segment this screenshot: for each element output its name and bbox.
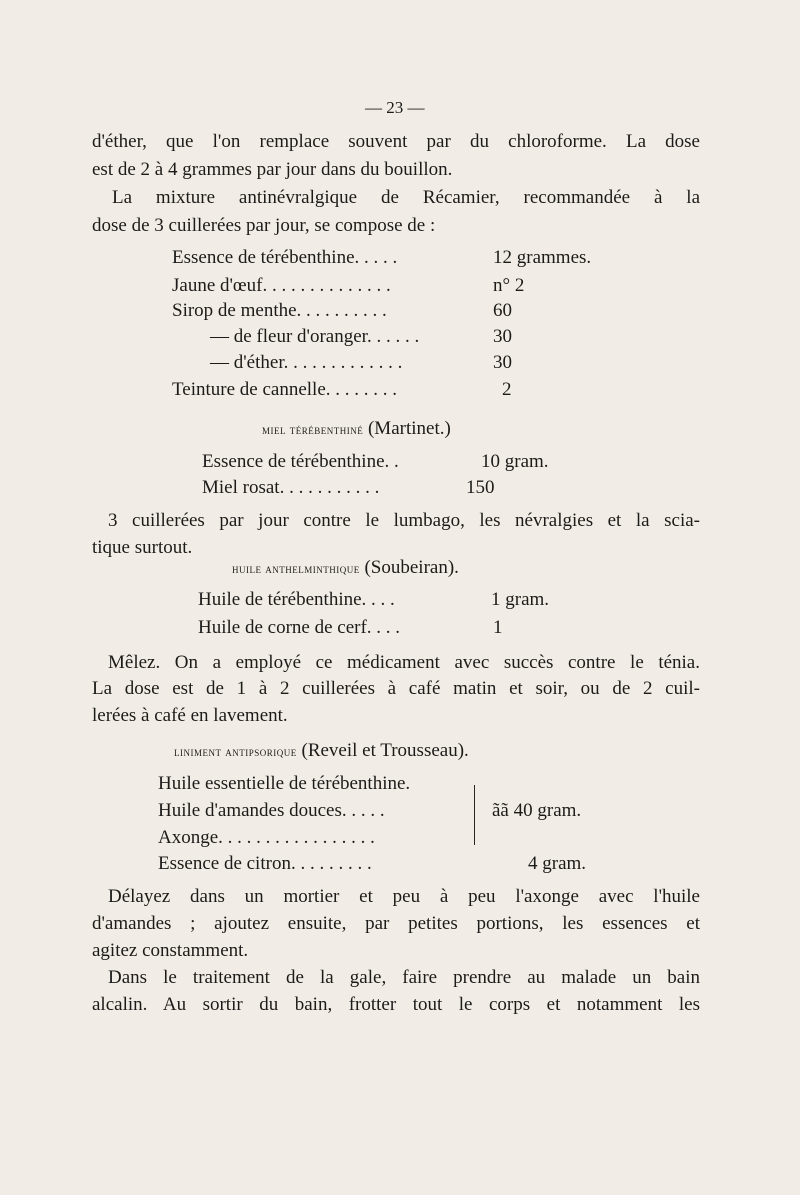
recipe-item: Essence de térébenthine. . — [202, 451, 399, 472]
body-line: La dose est de 1 à 2 cuillerées à café matin et soir, ou de 2 cuil- — [92, 678, 700, 699]
recipe-qty: n° 2 — [493, 275, 525, 296]
body-line: Mêlez. On a employé ce médicament avec succès contre le ténia. — [108, 652, 700, 673]
body-line: dose de 3 cuillerées par jour, se compose de : — [92, 215, 436, 236]
recipe-qty: 1 gram. — [491, 589, 550, 610]
recipe-qty: 12 grammes. — [493, 247, 592, 268]
section-title — [262, 418, 451, 440]
section-title — [174, 740, 469, 762]
recipe-qty: 30 — [493, 352, 512, 373]
body-line: Délayez dans un mortier et peu à peu l'axonge avec l'huile — [108, 886, 700, 907]
recipe-item: Huile de térébenthine. . . . — [198, 589, 395, 610]
recipe-qty: 150 — [466, 477, 495, 498]
recipe-item: Teinture de cannelle. . . . . . . . — [172, 379, 398, 400]
body-line: d'éther, que l'on remplace souvent par du chloroforme. La dose — [92, 131, 700, 152]
section-title-name: miel térébenthiné — [262, 422, 364, 437]
body-line: tique surtout. — [92, 537, 193, 558]
recipe-qty: 30 — [493, 326, 512, 347]
body-line: est de 2 à 4 grammes par jour dans du bouillon. — [92, 159, 453, 180]
body-line: 3 cuillerées par jour contre le lumbago, les névralgies et la scia- — [108, 510, 700, 531]
recipe-qty: 10 gram. — [481, 451, 549, 472]
recipe-qty: 60 — [493, 300, 512, 321]
section-title-author: (Soubeiran). — [364, 557, 459, 578]
recipe-item: Huile essentielle de térébenthine. — [158, 773, 411, 794]
recipe-qty: ãã 40 gram. — [492, 800, 582, 821]
recipe-item: Axonge. . . . . . . . . . . . . . . . . — [158, 827, 375, 848]
section-title-author: (Martinet.) — [367, 418, 451, 439]
recipe-item: Huile de corne de cerf. . . . — [198, 617, 401, 638]
recipe-item: — d'éther. . . . . . . . . . . . . — [210, 352, 403, 373]
recipe-qty: 1 — [493, 617, 503, 638]
section-title-name: liniment antipsorique — [174, 744, 297, 759]
recipe-item: Jaune d'œuf. . . . . . . . . . . . . . — [172, 275, 391, 296]
body-line: Dans le traitement de la gale, faire prendre au malade un bain — [108, 967, 700, 988]
section-title-author: (Reveil et Trousseau). — [301, 740, 469, 761]
body-line: d'amandes ; ajoutez ensuite, par petites portions, les essences et — [92, 913, 700, 934]
grouping-brace — [474, 785, 481, 845]
recipe-item: Sirop de menthe. . . . . . . . . . — [172, 300, 387, 321]
recipe-qty: 2 — [502, 379, 512, 400]
recipe-qty: 4 gram. — [528, 853, 587, 874]
body-line: lerées à café en lavement. — [92, 705, 288, 726]
body-line: La mixture antinévralgique de Récamier, recommandée à la — [112, 187, 700, 208]
page-number: — 23 — — [365, 98, 425, 117]
section-title-name: huile anthelminthique — [232, 561, 360, 576]
recipe-item: Miel rosat. . . . . . . . . . . — [202, 477, 380, 498]
recipe-item: Essence de térébenthine. . . . . — [172, 247, 398, 268]
section-title — [232, 557, 459, 579]
body-line: agitez constamment. — [92, 940, 249, 961]
recipe-item: Huile d'amandes douces. . . . . — [158, 800, 385, 821]
recipe-item: Essence de citron. . . . . . . . . — [158, 853, 372, 874]
body-line: alcalin. Au sortir du bain, frotter tout le corps et notamment les — [92, 994, 700, 1015]
recipe-item: — de fleur d'oranger. . . . . . — [210, 326, 420, 347]
